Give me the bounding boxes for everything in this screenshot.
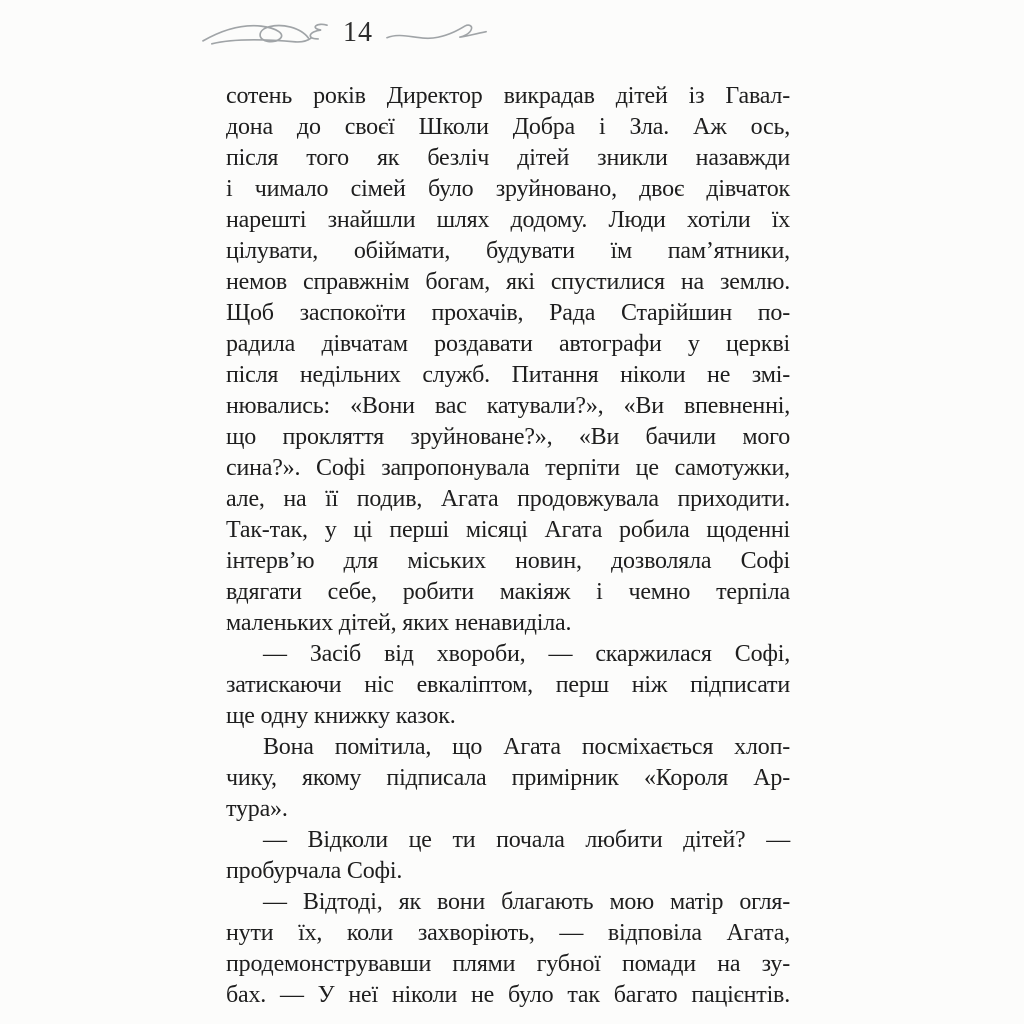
text-line: — Засіб від хвороби, — скаржилася Софі,	[263, 641, 790, 667]
text-line: затискаючи ніс евкаліптом, перш ніж підписати	[226, 672, 790, 698]
text-line: Вона помітила, що Агата посміхається хлоп-	[263, 734, 790, 760]
text-line: радила дівчатам роздавати автографи у церкві	[226, 331, 790, 357]
flourish-right-icon	[386, 19, 488, 49]
text-line: чику, якому підписала примірник «Короля Ар-	[226, 765, 790, 791]
text-line: Так-так, у ці перші місяці Агата робила щоденні	[226, 517, 790, 543]
text-line: нювались: «Вони вас катували?», «Ви впевненні,	[226, 393, 790, 419]
text-line: — Відколи це ти почала любити дітей? —	[263, 827, 790, 853]
text-line: вдягати себе, робити макіяж і чемно терпіла	[226, 579, 790, 605]
body-text	[226, 81, 790, 1011]
text-line: продемонструвавши плями губної помади на зу-	[226, 951, 790, 977]
text-line: інтерв’ю для міських новин, дозволяла Софі	[226, 548, 790, 574]
text-line: нути їх, коли захворіють, — відповіла Агата,	[226, 920, 790, 946]
text-line: немов справжнім богам, які спустилися на землю.	[226, 269, 790, 295]
text-line: бах. — У неї ніколи не було так багато пацієнтів.	[226, 982, 790, 1008]
page-number: 14	[343, 17, 373, 48]
text-line: сотень років Директор викрадав дітей із Гавал-	[226, 83, 790, 109]
text-line: після того як безліч дітей зникли назавжди	[226, 145, 790, 171]
text-line: — Відтоді, як вони благають мою матір огля-	[263, 889, 790, 915]
text-line: дона до своєї Школи Добра і Зла. Аж ось,	[226, 114, 790, 140]
text-line: Щоб заспокоїти прохачів, Рада Старійшин по-	[226, 300, 790, 326]
text-line: після недільних служб. Питання ніколи не змі-	[226, 362, 790, 388]
text-line: маленьких дітей, яких ненавиділа.	[226, 610, 572, 636]
text-line: тура».	[226, 796, 288, 822]
flourish-left-icon	[202, 14, 330, 54]
text-line: нарешті знайшли шлях додому. Люди хотіли їх	[226, 207, 790, 233]
text-line: ще одну книжку казок.	[226, 703, 456, 729]
page-header	[202, 12, 488, 56]
text-line: але, на її подив, Агата продовжувала приходити.	[226, 486, 790, 512]
text-line: і чимало сімей було зруйновано, двоє дівчаток	[226, 176, 790, 202]
text-line: сина?». Софі запропонувала терпіти це самотужки,	[226, 455, 790, 481]
text-line: пробурчала Софі.	[226, 858, 403, 884]
text-line: що прокляття зруйноване?», «Ви бачили мого	[226, 424, 790, 450]
text-line: цілувати, обіймати, будувати їм пам’ятники,	[226, 238, 790, 264]
